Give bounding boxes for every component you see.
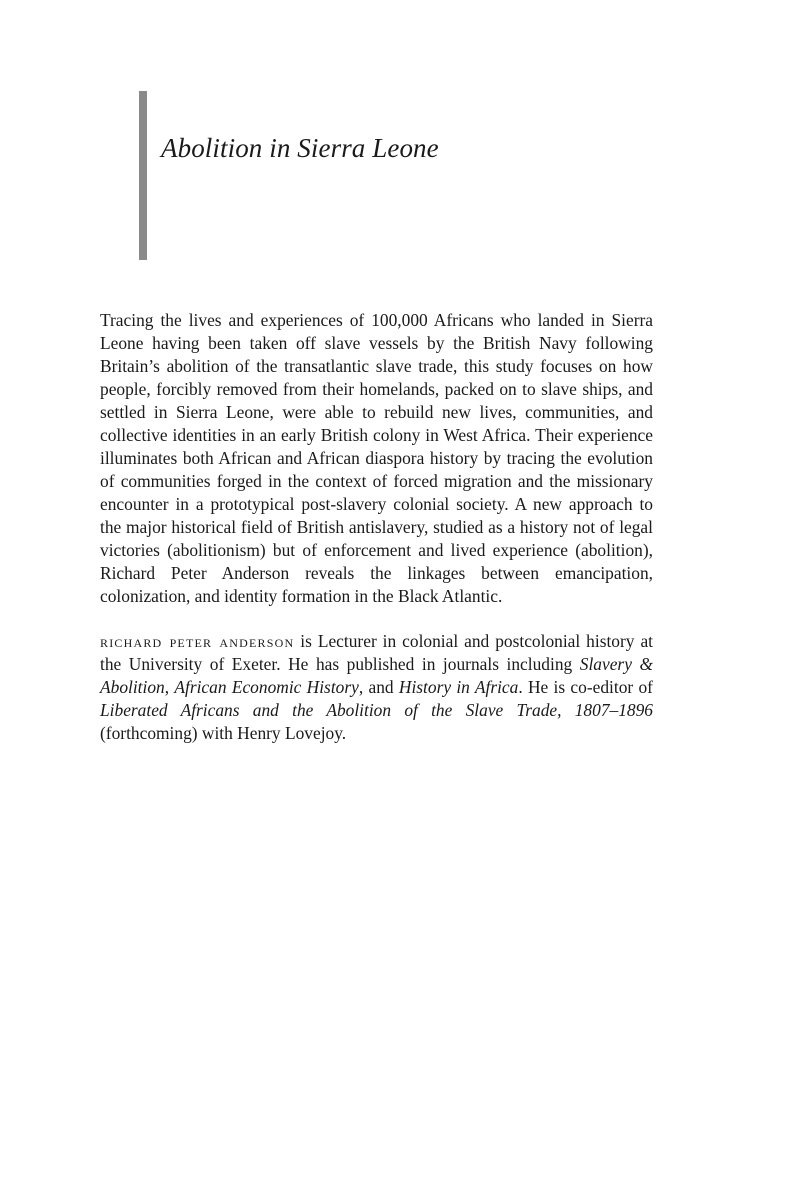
journal-title-1: Slavery & Abolition	[100, 654, 653, 697]
book-title: Abolition in Sierra Leone	[161, 133, 439, 163]
bio-separator-1: ,	[164, 677, 175, 697]
title-accent-bar	[139, 91, 147, 260]
book-blurb: Tracing the lives and experiences of 100,000 Africans who landed in Sierra Leone having been taken off slave vessels by the British Navy following Britain’s abolition of the transatlantic slave trade, this study focuses on how people, forcibly removed from their homelands, packed on to slave ships, and settled in Sierra Leone, were able to rebuild new lives, communities, and collective identities in an early British colony in West Africa. Their experience illuminates both African and African diaspora history by tracing the evolution of communities forged in the context of forced migration and the missionary encounter in a prototypical post-slavery colonial society. A new approach to the major historical field of British antislavery, studied as a history not of legal victories (abolitionism) but of enforcement and lived experience (abolition), Richard Peter Anderson reveals the linkages between emancipation, colonization, and identity formation in the Black Atlantic.	[100, 310, 653, 606]
bio-separator-2: , and	[358, 677, 399, 697]
bio-text-3: (forthcoming) with Henry Lovejoy.	[100, 723, 347, 743]
journal-title-2: African Economic History	[174, 677, 359, 697]
author-bio	[100, 630, 653, 745]
journal-title-3: History in Africa	[398, 677, 519, 697]
author-name: richard peter anderson	[100, 631, 295, 651]
bio-text-1: is Lecturer in colonial and postcolonial history at the University of Exeter. He has published in journals including	[100, 631, 653, 674]
bio-text-2: . He is co-editor of	[518, 677, 653, 697]
co-edited-book-title: Liberated Africans and the Abolition of the Slave Trade, 1807–1896	[100, 700, 653, 720]
page-content	[100, 309, 653, 745]
